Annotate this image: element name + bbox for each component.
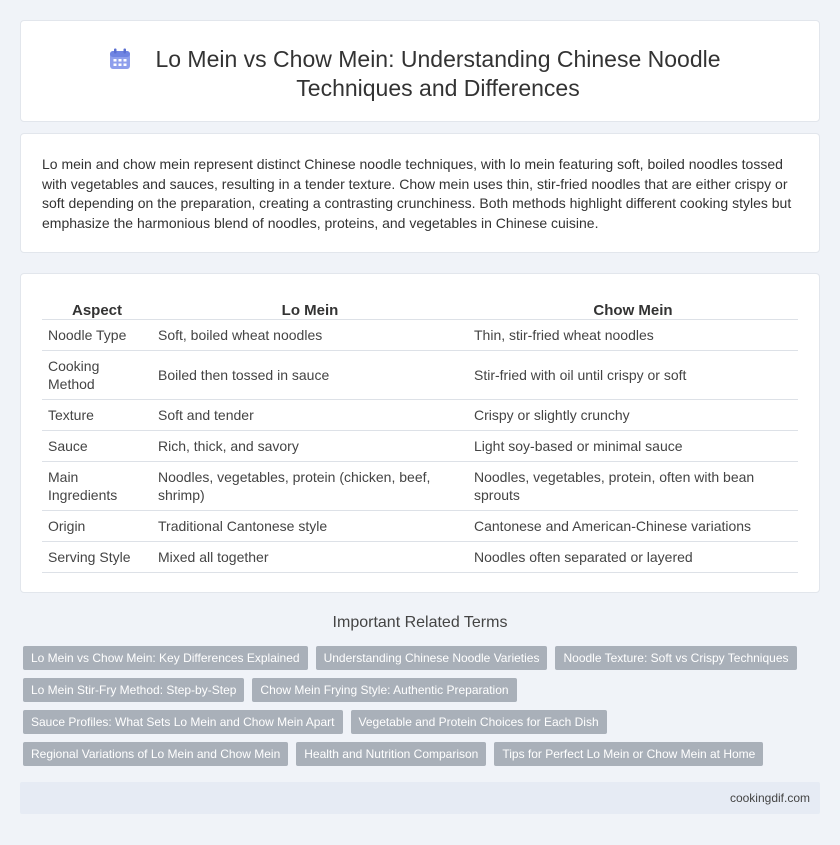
- header-lo-mein: Lo Mein: [152, 293, 468, 319]
- related-term-tag[interactable]: Regional Variations of Lo Mein and Chow Mein: [23, 742, 288, 766]
- page-title: [119, 45, 720, 103]
- related-term-tag[interactable]: Noodle Texture: Soft vs Crispy Techniques: [555, 646, 796, 670]
- table-cell-lo-mein: Soft and tender: [152, 399, 468, 430]
- related-terms-list: [23, 646, 813, 774]
- table-row: [42, 319, 798, 350]
- tag-row: [23, 646, 813, 670]
- title-card: [20, 20, 820, 122]
- table-row: [42, 350, 798, 399]
- related-term-tag[interactable]: Sauce Profiles: What Sets Lo Mein and Chow Mein Apart: [23, 710, 343, 734]
- table-row: [42, 541, 798, 572]
- table-row: [42, 430, 798, 461]
- table-cell-aspect: Texture: [42, 399, 152, 430]
- tag-row: [23, 742, 813, 766]
- comparison-table: [42, 293, 798, 573]
- intro-card: [20, 133, 820, 253]
- table-cell-lo-mein: Soft, boiled wheat noodles: [152, 319, 468, 350]
- table-row: [42, 399, 798, 430]
- table-cell-aspect: Serving Style: [42, 541, 152, 572]
- tag-row: [23, 710, 813, 734]
- footer-site-link[interactable]: cookingdif.com: [729, 791, 810, 805]
- related-term-tag[interactable]: Chow Mein Frying Style: Authentic Preparation: [252, 678, 516, 702]
- table-cell-aspect: Main Ingredients: [42, 461, 152, 510]
- table-cell-lo-mein: Mixed all together: [152, 541, 468, 572]
- page-title-line1: Lo Mein vs Chow Mein: Understanding Chinese Noodle: [155, 46, 721, 72]
- intro-paragraph: Lo mein and chow mein represent distinct Chinese noodle techniques, with lo mein featuring soft, boiled noodles tossed with vegetables and sauces, resulting in a tender texture. Chow mein uses thin, stir-fried noodles that are either crispy or soft depending on the preparation, creating a contrasting crunchiness. Both methods highlight different cooking styles but emphasize the harmonious blend of noodles, proteins, and vegetables in Chinese cuisine.: [42, 156, 792, 231]
- table-cell-chow-mein: Thin, stir-fried wheat noodles: [468, 319, 798, 350]
- table-header-row: [42, 293, 798, 319]
- table-cell-chow-mein: Noodles, vegetables, protein, often with bean sprouts: [468, 461, 798, 510]
- comparison-card: [20, 273, 820, 593]
- header-chow-mein: Chow Mein: [468, 293, 798, 319]
- table-cell-aspect: Noodle Type: [42, 319, 152, 350]
- table-cell-lo-mein: Traditional Cantonese style: [152, 510, 468, 541]
- table-cell-aspect: Origin: [42, 510, 152, 541]
- related-term-tag[interactable]: Tips for Perfect Lo Mein or Chow Mein at Home: [494, 742, 763, 766]
- related-term-tag[interactable]: Vegetable and Protein Choices for Each Dish: [351, 710, 607, 734]
- page-title-line2: Techniques and Differences: [296, 75, 580, 101]
- related-term-tag[interactable]: Lo Mein Stir-Fry Method: Step-by-Step: [23, 678, 244, 702]
- tag-row: [23, 678, 813, 702]
- table-cell-chow-mein: Crispy or slightly crunchy: [468, 399, 798, 430]
- related-term-tag[interactable]: Lo Mein vs Chow Mein: Key Differences Explained: [23, 646, 308, 670]
- table-row: [42, 510, 798, 541]
- related-term-tag[interactable]: Understanding Chinese Noodle Varieties: [316, 646, 548, 670]
- table-cell-chow-mein: Noodles often separated or layered: [468, 541, 798, 572]
- table-cell-chow-mein: Light soy-based or minimal sauce: [468, 430, 798, 461]
- footer: [20, 782, 820, 814]
- table-cell-aspect: Cooking Method: [42, 350, 152, 399]
- table-cell-chow-mein: Stir-fried with oil until crispy or soft: [468, 350, 798, 399]
- table-cell-chow-mein: Cantonese and American-Chinese variations: [468, 510, 798, 541]
- table-cell-lo-mein: Noodles, vegetables, protein (chicken, beef, shrimp): [152, 461, 468, 510]
- table-cell-lo-mein: Boiled then tossed in sauce: [152, 350, 468, 399]
- table-row: [42, 461, 798, 510]
- related-terms-title: Important Related Terms: [332, 614, 508, 631]
- header-aspect: Aspect: [42, 293, 152, 319]
- related-term-tag[interactable]: Health and Nutrition Comparison: [296, 742, 486, 766]
- table-cell-aspect: Sauce: [42, 430, 152, 461]
- table-cell-lo-mein: Rich, thick, and savory: [152, 430, 468, 461]
